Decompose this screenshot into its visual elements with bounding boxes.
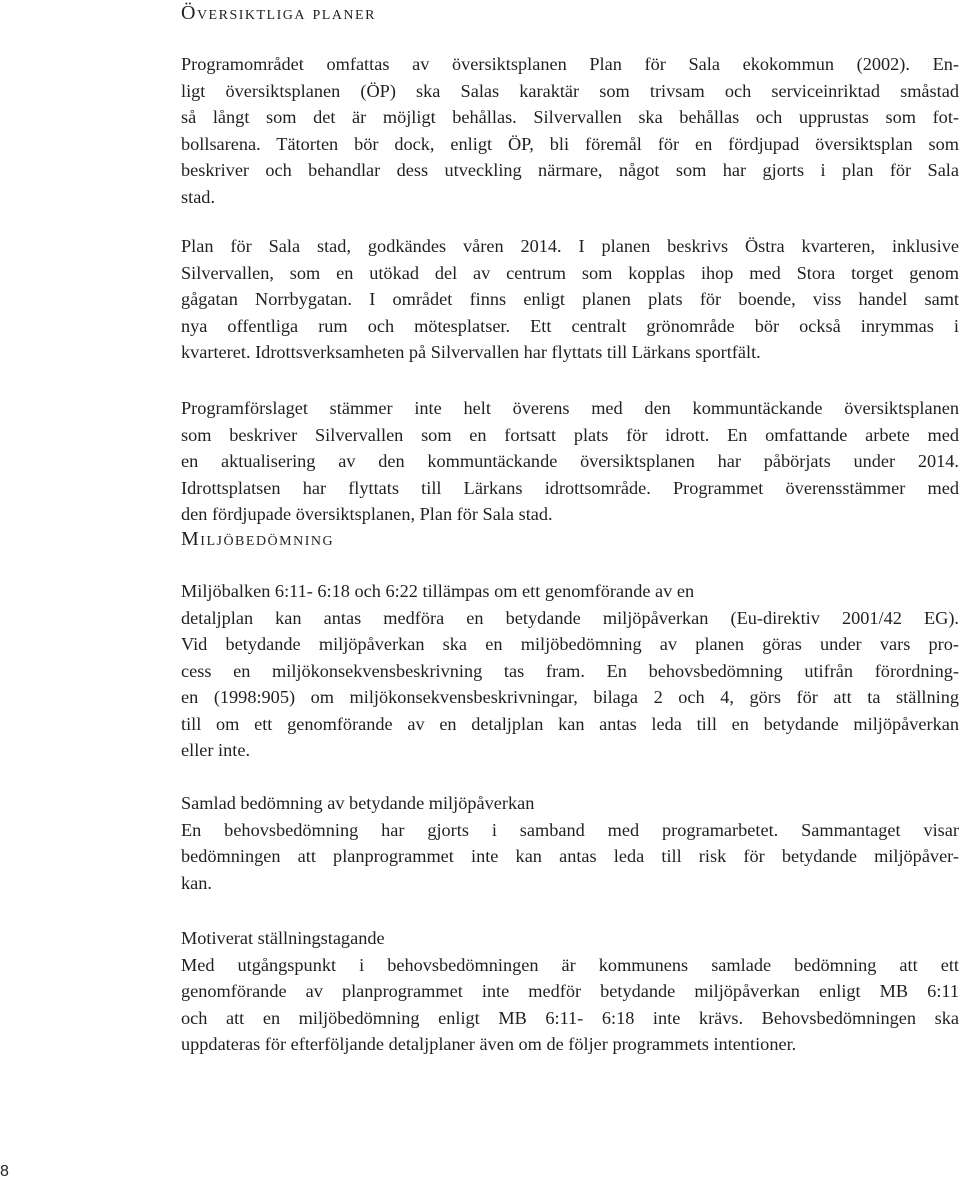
text-line: cess en miljökonsekvensbeskrivning tas fram. En behovsbedömning utifrån förordning- [181,660,959,681]
text-line: kan. [181,872,212,893]
text-line: en (1998:905) om miljökonsekvensbeskrivningar, bilaga 2 och 4, görs för att ta ställning [181,687,959,707]
text-line: bedömningen att planprogrammet inte kan antas leda till risk för betydande miljöpåver- [181,846,959,866]
subheading-samlad-bedomning: Samlad bedömning av betydande miljöpåverkan [181,793,535,813]
text-line: En behovsbedömning har gjorts i samband med programarbetet. Sammantaget visar [181,819,959,840]
text-line: Plan för Sala stad, godkändes våren 2014. I planen beskrivs Östra kvarteren, inklusive [181,236,959,256]
text-line: och att en miljöbedömning enligt MB 6:11- 6:18 inte krävs. Behovsbedömningen ska [181,1007,959,1028]
text-line: Silvervallen, som en utökad del av centrum som kopplas ihop med Stora torget genom [181,262,959,283]
text-line: ligt översiktsplanen (ÖP) ska Salas karaktär som trivsam och serviceinriktad småstad [181,80,959,101]
text-line: Programområdet omfattas av översiktsplanen Plan för Sala ekokommun (2002). En- [181,54,959,74]
text-line: genomförande av planprogrammet inte medför betydande miljöpåverkan enligt MB 6:11 [181,981,959,1001]
paragraph-programomradet [181,51,959,210]
text-line: beskriver och behandlar dess utveckling närmare, något som har gjorts i plan för Sala [181,160,959,180]
paragraph-programforslaget [181,395,959,528]
text-line: kvarteret. Idrottsverksamheten på Silvervallen har flyttats till Lärkans sportfält. [181,342,761,362]
section-heading-oversiktliga-planer: Översiktliga planer [181,2,376,24]
section-heading-miljobedomning: Miljöbedömning [181,528,335,550]
text-line: den fördjupade översiktsplanen, Plan för Sala stad. [181,504,553,524]
text-line: nya offentliga rum och mötesplatser. Ett centralt grönområde bör också inrymmas i [181,315,959,336]
page-number: 8 [0,1163,9,1180]
text-line: Vid betydande miljöpåverkan ska en miljöbedömning av planen göras under vars pro- [181,634,959,654]
paragraph-motiverat-stallningstagande [181,925,959,1058]
text-line: eller inte. [181,740,251,760]
text-line: gågatan Norrbygatan. I området finns enligt planen plats för boende, viss handel samt [181,289,959,309]
text-line: till om ett genomförande av en detaljplan kan antas leda till en betydande miljöpåverkan [181,713,959,734]
text-line: bollsarena. Tätorten bör dock, enligt ÖP, bli föremål för en fördjupad översiktsplan som [181,133,959,154]
text-line: Programförslaget stämmer inte helt överens med den kommuntäckande översiktsplanen [181,398,959,418]
text-line: en aktualisering av den kommuntäckande översiktsplanen har påbörjats under 2014. [181,451,959,471]
paragraph-plan-for-sala-stad [181,233,959,366]
text-line: så långt som det är möjligt behållas. Silvervallen ska behållas och upprustas som fot- [181,107,959,127]
text-line: stad. [181,186,216,207]
text-line: Idrottsplatsen har flyttats till Lärkans idrottsområde. Programmet överensstämmer med [181,477,959,498]
text-line: Med utgångspunkt i behovsbedömningen är kommunens samlade bedömning att ett [181,954,959,975]
text-line: Miljöbalken 6:11- 6:18 och 6:22 tillämpas om ett genomförande av en [181,581,695,601]
subheading-motiverat-stallningstagande: Motiverat ställningstagande [181,928,385,948]
paragraph-samlad-bedomning [181,790,959,896]
text-line: detaljplan kan antas medföra en betydande miljöpåverkan (Eu-direktiv 2001/42 EG). [181,607,959,628]
text-line: som beskriver Silvervallen som en fortsatt plats för idrott. En omfattande arbete med [181,424,959,445]
paragraph-miljobalken [181,578,959,764]
text-line: uppdateras för efterföljande detaljplaner även om de följer programmets intentioner. [181,1034,797,1054]
